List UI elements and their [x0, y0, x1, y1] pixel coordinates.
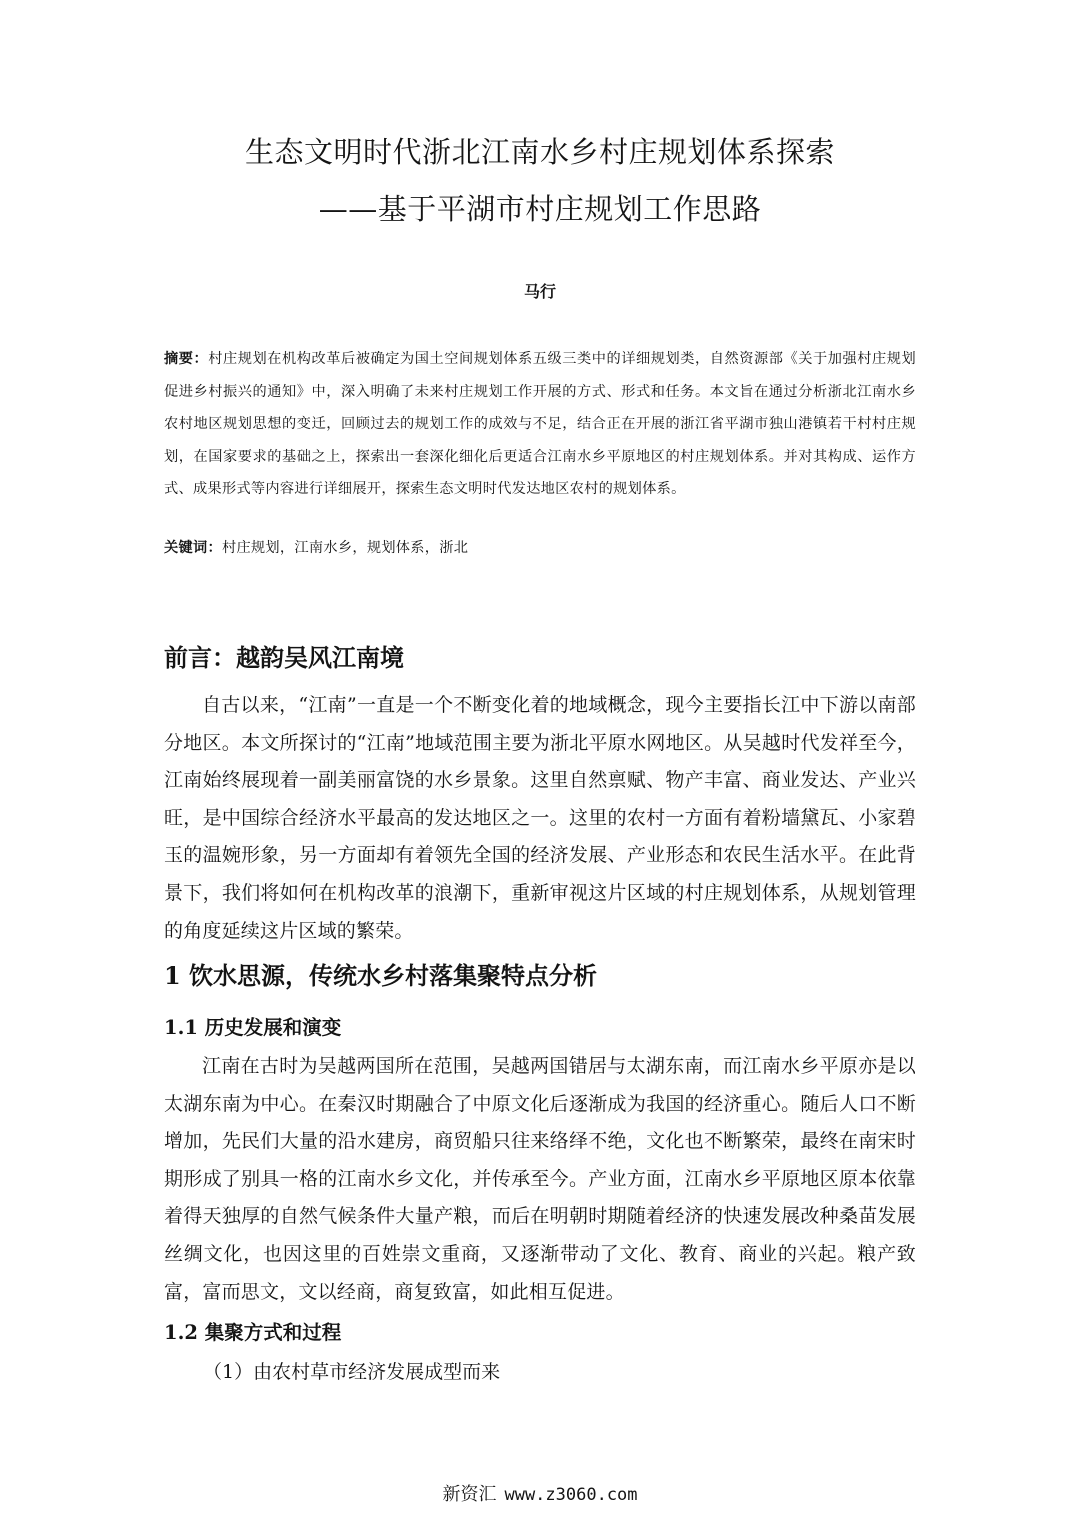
abstract-label: 摘要：	[164, 351, 209, 367]
footer-site-name: 新资汇	[442, 1484, 497, 1505]
keywords	[164, 536, 916, 560]
footer-url[interactable]: www.z3060.com	[504, 1485, 638, 1505]
footer-watermark	[0, 1481, 1080, 1509]
section-1-2-heading: 1.2 集聚方式和过程	[164, 1321, 342, 1344]
preface-heading: 前言：越韵吴风江南境	[164, 644, 404, 672]
keywords-label: 关键词：	[164, 540, 222, 556]
abstract	[164, 343, 916, 506]
section-1-1-heading: 1.1 历史发展和演变	[164, 1016, 342, 1039]
title-line-2: ——基于平湖市村庄规划工作思路	[318, 192, 762, 226]
keywords-text: 村庄规划，江南水乡，规划体系，浙北	[221, 540, 469, 556]
abstract-text: 村庄规划在机构改革后被确定为国土空间规划体系五级三类中的详细规划类，自然资源部《关于加强村庄规划促进乡村振兴的通知》中，深入明确了未来村庄规划工作开展的方式、形式和任务。本文旨在通过分析浙北江南水乡农村地区规划思想的变迁，回顾过去的规划工作的成效与不足，结合正在开展的浙江省平湖市独山港镇若干村村庄规划，在国家要求的基础之上，探索出一套深化细化后更适合江南水乡平原地区的村庄规划体系。并对其构成、运作方式、成果形式等内容进行详细展开，探索生态文明时代发达地区农村的规划体系。	[164, 351, 917, 497]
author: 马行	[523, 282, 556, 301]
section-1-heading: 1 饮水思源，传统水乡村落集聚特点分析	[164, 961, 598, 990]
preface-paragraph: 自古以来，“江南”一直是一个不断变化着的地域概念，现今主要指长江中下游以南部分地区。本文所探讨的“江南”地域范围主要为浙北平原水网地区。从吴越时代发祥至今，江南始终展现着一副美丽富饶的水乡景象。这里自然禀赋、物产丰富、商业发达、产业兴旺，是中国综合经济水平最高的发达地区之一。这里的农村一方面有着粉墙黛瓦、小家碧玉的温婉形象，另一方面却有着领先全国的经济发展、产业形态和农民生活水平。在此背景下，我们将如何在机构改革的浪潮下，重新审视这片区域的村庄规划体系，从规划管理的角度延续这片区域的繁荣。	[164, 694, 916, 942]
title-line-1: 生态文明时代浙北江南水乡村庄规划体系探索	[244, 135, 835, 169]
section-1-1-paragraph: 江南在古时为吴越两国所在范围，吴越两国错居与太湖东南，而江南水乡平原亦是以太湖东南为中心。在秦汉时期融合了中原文化后逐渐成为我国的经济重心。随后人口不断增加，先民们大量的沿水建房，商贸船只往来络绎不绝，文化也不断繁荣，最终在南宋时期形成了别具一格的江南水乡文化，并传承至今。产业方面，江南水乡平原地区原本依靠着得天独厚的自然气候条件大量产粮，而后在明朝时期随着经济的快速发展改种桑苗发展丝绸文化，也因这里的百姓崇文重商，又逐渐带动了文化、教育、商业的兴起。粮产致富，富而思文，文以经商，商复致富，如此相互促进。	[164, 1055, 916, 1303]
section-1-2-item-1: （1）由农村草市经济发展成型而来	[203, 1361, 501, 1383]
